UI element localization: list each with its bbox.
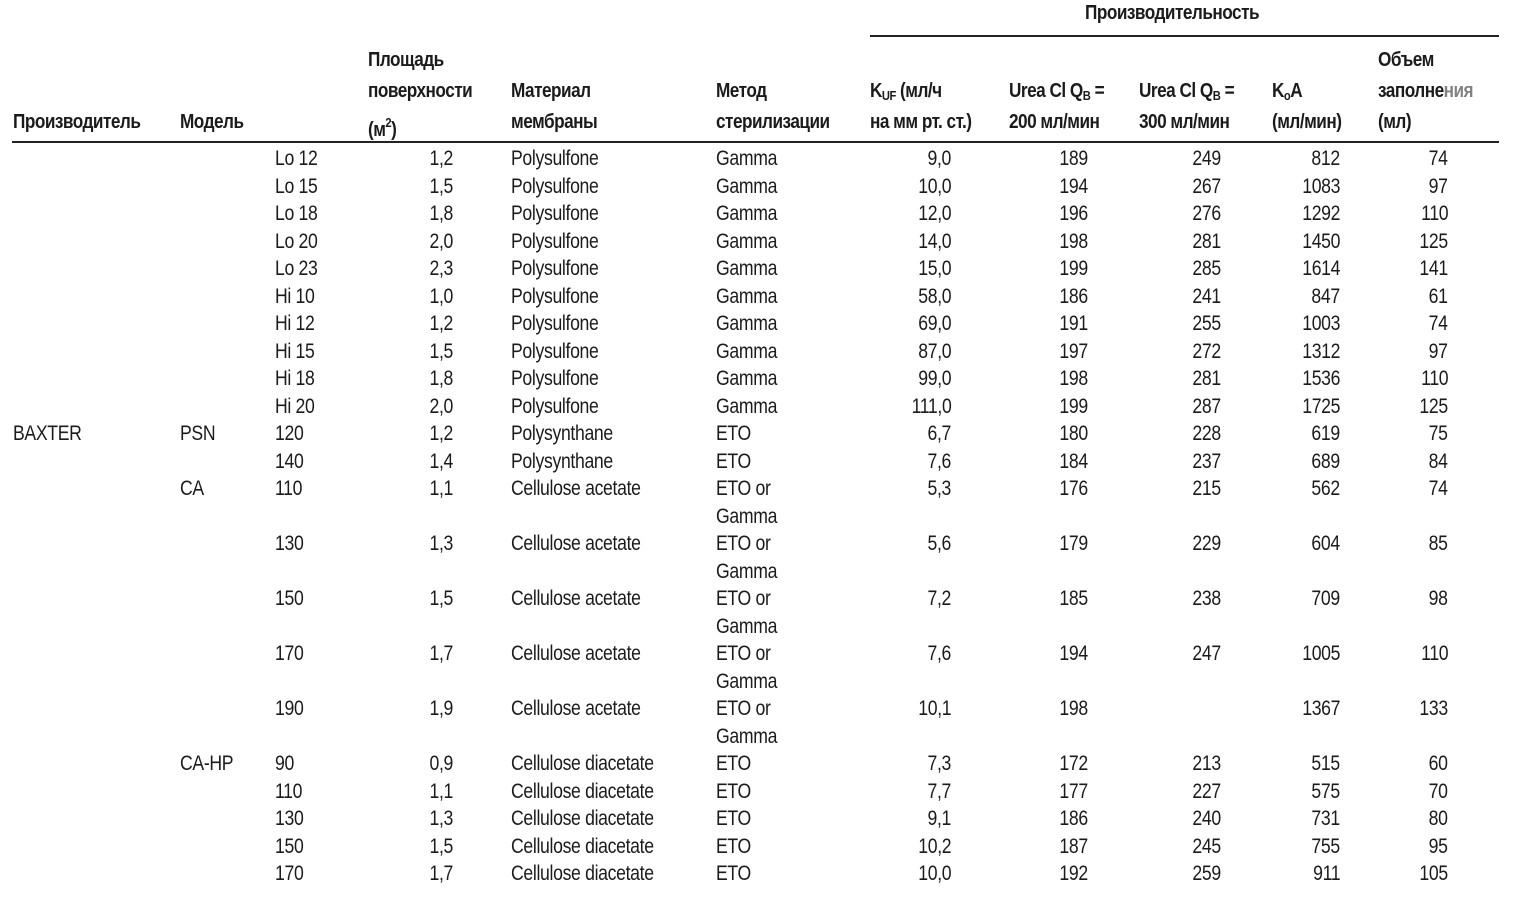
- header-rule: [12, 141, 1499, 143]
- cell-membrane: Polysulfone: [511, 312, 599, 335]
- cell-prime-volume: 98: [1429, 587, 1448, 610]
- cell-membrane: Polysulfone: [511, 202, 599, 225]
- cell-urea-200: 198: [1059, 229, 1088, 253]
- col-header-urea300-line1: Urea Cl $Q_B$ =: [1139, 80, 1235, 103]
- cell-surface-area: 1,1: [429, 477, 453, 500]
- cell-membrane: Cellulose acetate: [511, 642, 641, 665]
- cell-surface-area: 1,2: [429, 422, 453, 445]
- cell-urea-200: 197: [1059, 339, 1088, 363]
- cell-sterilization: ETO or: [716, 642, 771, 665]
- cell-urea-200: 194: [1059, 174, 1088, 198]
- cell-kuf: 7,6: [927, 449, 951, 473]
- cell-surface-area: 1,8: [429, 367, 453, 390]
- cell-urea-300: 285: [1192, 257, 1221, 280]
- cell-urea-300: 245: [1192, 834, 1221, 858]
- cell-model: CA-HP: [180, 752, 234, 775]
- cell-urea-300: 237: [1192, 449, 1221, 473]
- cell-urea-300: 228: [1192, 422, 1221, 445]
- cell-koa: 1292: [1302, 202, 1340, 225]
- cell-urea-200: 176: [1059, 477, 1088, 500]
- cell-koa: 1312: [1302, 339, 1340, 363]
- cell-submodel: Lo 20: [275, 229, 318, 253]
- cell-membrane: Cellulose acetate: [511, 697, 641, 720]
- cell-prime-volume: 60: [1429, 752, 1448, 775]
- cell-prime-volume: 70: [1429, 779, 1448, 803]
- performance-rule: [870, 35, 1499, 37]
- cell-sterilization: ETO: [716, 862, 751, 885]
- cell-sterilization: Gamma: [716, 559, 778, 583]
- cell-koa: 911: [1312, 862, 1340, 885]
- cell-membrane: Polysulfone: [511, 147, 599, 170]
- col-header-area-line3: $(м^2)$: [368, 115, 397, 141]
- cell-koa: 562: [1311, 477, 1340, 500]
- cell-urea-200: 186: [1059, 807, 1088, 830]
- cell-urea-200: 180: [1059, 422, 1088, 445]
- cell-urea-300: 229: [1192, 532, 1221, 555]
- col-header-kuf-line2: на мм рт. ст.): [870, 111, 972, 133]
- cell-koa: 1003: [1302, 312, 1340, 335]
- col-header-sterilization-line1: Метод: [716, 80, 767, 102]
- cell-membrane: Polysynthane: [511, 422, 613, 445]
- cell-koa: 1450: [1302, 229, 1340, 253]
- cell-urea-200: 196: [1059, 202, 1088, 225]
- cell-sterilization: Gamma: [716, 229, 778, 253]
- cell-sterilization: ETO: [716, 752, 751, 775]
- cell-urea-200: 191: [1059, 312, 1088, 335]
- cell-kuf: 7,6: [927, 642, 951, 665]
- cell-urea-300: 287: [1192, 394, 1221, 418]
- cell-koa: 604: [1311, 532, 1340, 555]
- cell-submodel: 170: [275, 642, 304, 665]
- cell-koa: 1536: [1302, 367, 1340, 390]
- col-header-kuf-line1: $K_{UF}$ (мл/ч: [870, 80, 942, 103]
- cell-sterilization: ETO or: [716, 477, 771, 500]
- cell-urea-300: 281: [1192, 229, 1221, 253]
- cell-sterilization: Gamma: [716, 202, 778, 225]
- col-header-prime-line2: заполнения: [1378, 80, 1474, 102]
- cell-surface-area: 1,7: [429, 642, 453, 665]
- cell-kuf: 111,0: [911, 394, 951, 418]
- cell-kuf: 5,3: [927, 477, 951, 500]
- col-header-membrane-line1: Материал: [511, 80, 591, 102]
- cell-surface-area: 1,4: [429, 449, 453, 473]
- cell-urea-300: 238: [1192, 587, 1221, 610]
- cell-prime-volume: 105: [1419, 862, 1448, 885]
- col-header-manufacturer: Производитель: [13, 111, 141, 133]
- cell-submodel: Hi 12: [275, 312, 315, 335]
- cell-membrane: Polysulfone: [511, 339, 599, 363]
- cell-submodel: 130: [275, 807, 304, 830]
- cell-urea-200: 199: [1059, 257, 1088, 280]
- col-header-area-line1: Площадь: [368, 49, 444, 71]
- cell-surface-area: 1,2: [429, 147, 453, 170]
- cell-submodel: 150: [275, 834, 304, 858]
- cell-prime-volume: 80: [1429, 807, 1448, 830]
- cell-sterilization: ETO: [716, 422, 751, 445]
- cell-prime-volume: 61: [1429, 284, 1448, 308]
- cell-prime-volume: 110: [1420, 202, 1448, 225]
- cell-manufacturer: BAXTER: [13, 422, 82, 445]
- cell-membrane: Cellulose acetate: [511, 477, 641, 500]
- cell-urea-300: 227: [1192, 779, 1221, 803]
- cell-membrane: Cellulose diacetate: [511, 779, 654, 803]
- cell-submodel: Hi 20: [275, 394, 315, 418]
- cell-submodel: 90: [275, 752, 294, 775]
- cell-urea-300: 276: [1192, 202, 1221, 225]
- cell-sterilization: Gamma: [716, 147, 778, 170]
- cell-urea-200: 177: [1059, 779, 1088, 803]
- cell-sterilization: Gamma: [716, 504, 778, 528]
- cell-surface-area: 1,1: [429, 779, 453, 803]
- cell-koa: 515: [1311, 752, 1340, 775]
- cell-urea-200: 189: [1059, 147, 1088, 170]
- cell-koa: 731: [1311, 807, 1340, 830]
- cell-surface-area: 2,0: [429, 229, 453, 253]
- cell-kuf: 7,3: [927, 752, 951, 775]
- cell-surface-area: 1,7: [429, 862, 453, 885]
- cell-membrane: Cellulose acetate: [511, 532, 641, 555]
- cell-prime-volume: 74: [1429, 312, 1448, 335]
- col-header-urea300-line2: 300 мл/мин: [1139, 111, 1230, 133]
- cell-prime-volume: 74: [1429, 147, 1448, 170]
- cell-membrane: Polysulfone: [511, 394, 599, 418]
- cell-submodel: 150: [275, 587, 304, 610]
- cell-submodel: Lo 12: [275, 147, 318, 170]
- cell-prime-volume: 110: [1420, 367, 1448, 390]
- cell-kuf: 5,6: [927, 532, 951, 555]
- cell-prime-volume: 75: [1429, 422, 1448, 445]
- cell-prime-volume: 110: [1420, 642, 1448, 665]
- cell-urea-200: 198: [1059, 697, 1088, 720]
- cell-koa: 709: [1311, 587, 1340, 610]
- cell-submodel: 140: [275, 449, 304, 473]
- cell-kuf: 10,0: [918, 174, 951, 198]
- cell-sterilization: Gamma: [716, 174, 778, 198]
- col-header-area-line2: поверхности: [368, 80, 473, 102]
- cell-sterilization: Gamma: [716, 284, 778, 308]
- cell-sterilization: ETO: [716, 834, 751, 858]
- cell-urea-300: 240: [1192, 807, 1221, 830]
- cell-submodel: 130: [275, 532, 304, 555]
- cell-submodel: 170: [275, 862, 304, 885]
- cell-submodel: 110: [275, 477, 303, 500]
- cell-submodel: Hi 10: [275, 284, 315, 308]
- cell-submodel: 120: [275, 422, 304, 445]
- cell-kuf: 10,0: [918, 862, 951, 885]
- cell-membrane: Cellulose diacetate: [511, 862, 654, 885]
- cell-koa: 619: [1311, 422, 1340, 445]
- cell-prime-volume: 85: [1429, 532, 1448, 555]
- col-header-urea200-line2: 200 мл/мин: [1009, 111, 1100, 133]
- cell-membrane: Polysulfone: [511, 229, 599, 253]
- cell-kuf: 6,7: [927, 422, 951, 445]
- cell-submodel: Hi 15: [275, 339, 315, 363]
- cell-sterilization: Gamma: [716, 312, 778, 335]
- cell-kuf: 9,1: [927, 807, 951, 830]
- cell-surface-area: 2,3: [429, 257, 453, 280]
- cell-sterilization: Gamma: [716, 669, 778, 693]
- cell-koa: 1614: [1302, 257, 1340, 280]
- cell-sterilization: Gamma: [716, 394, 778, 418]
- cell-membrane: Cellulose diacetate: [511, 752, 654, 775]
- cell-membrane: Cellulose diacetate: [511, 834, 654, 858]
- col-header-koa-line1: $K_oA$: [1272, 80, 1303, 103]
- cell-kuf: 87,0: [918, 339, 951, 363]
- cell-kuf: 10,1: [918, 697, 951, 720]
- cell-submodel: Lo 15: [275, 174, 318, 198]
- cell-submodel: Lo 23: [275, 257, 318, 280]
- cell-membrane: Polysulfone: [511, 257, 599, 280]
- cell-urea-300: 213: [1192, 752, 1221, 775]
- cell-koa: 847: [1311, 284, 1340, 308]
- cell-kuf: 7,2: [927, 587, 951, 610]
- cell-surface-area: 1,2: [429, 312, 453, 335]
- cell-kuf: 10,2: [918, 834, 951, 858]
- cell-submodel: 110: [275, 779, 303, 803]
- cell-model: PSN: [180, 422, 216, 445]
- cell-kuf: 15,0: [918, 257, 951, 280]
- cell-kuf: 9,0: [927, 147, 951, 170]
- cell-urea-200: 172: [1059, 752, 1088, 775]
- cell-urea-300: 272: [1192, 339, 1221, 363]
- cell-membrane: Polysynthane: [511, 449, 613, 473]
- cell-kuf: 58,0: [918, 284, 951, 308]
- cell-urea-200: 198: [1059, 367, 1088, 390]
- cell-membrane: Polysulfone: [511, 367, 599, 390]
- cell-prime-volume: 97: [1429, 339, 1448, 363]
- performance-group-title: Производительность: [1085, 2, 1260, 24]
- cell-membrane: Cellulose acetate: [511, 587, 641, 610]
- cell-urea-200: 186: [1059, 284, 1088, 308]
- cell-membrane: Polysulfone: [511, 174, 599, 198]
- cell-sterilization: Gamma: [716, 614, 778, 638]
- cell-sterilization: ETO or: [716, 532, 771, 555]
- cell-membrane: Polysulfone: [511, 284, 599, 308]
- cell-urea-200: 185: [1059, 587, 1088, 610]
- cell-surface-area: 0,9: [429, 752, 453, 775]
- cell-urea-300: 249: [1192, 147, 1221, 170]
- cell-surface-area: 1,8: [429, 202, 453, 225]
- cell-koa: 689: [1311, 449, 1340, 473]
- cell-urea-300: 247: [1192, 642, 1221, 665]
- cell-urea-200: 179: [1059, 532, 1088, 555]
- cell-kuf: 14,0: [918, 229, 951, 253]
- cell-prime-volume: 125: [1419, 394, 1448, 418]
- cell-sterilization: ETO or: [716, 587, 771, 610]
- cell-urea-300: 255: [1192, 312, 1221, 335]
- col-header-urea200-line1: Urea Cl $Q_B$ =: [1009, 80, 1105, 103]
- cell-urea-200: 187: [1059, 834, 1088, 858]
- col-header-sterilization-line2: стерилизации: [716, 111, 830, 133]
- cell-prime-volume: 125: [1419, 229, 1448, 253]
- cell-koa: 1005: [1302, 642, 1340, 665]
- cell-koa: 575: [1311, 779, 1340, 803]
- cell-sterilization: Gamma: [716, 367, 778, 390]
- cell-koa: 1083: [1302, 174, 1340, 198]
- cell-koa: 755: [1311, 834, 1340, 858]
- cell-kuf: 12,0: [918, 202, 951, 225]
- cell-prime-volume: 97: [1429, 174, 1448, 198]
- cell-urea-200: 194: [1059, 642, 1088, 665]
- cell-urea-200: 192: [1059, 862, 1088, 885]
- cell-urea-300: 267: [1192, 174, 1221, 198]
- cell-prime-volume: 74: [1429, 477, 1448, 500]
- cell-kuf: 69,0: [918, 312, 951, 335]
- cell-submodel: 190: [275, 697, 304, 720]
- cell-sterilization: ETO: [716, 449, 751, 473]
- col-header-prime-line3: (мл): [1378, 111, 1412, 133]
- cell-sterilization: Gamma: [716, 339, 778, 363]
- cell-surface-area: 1,5: [429, 834, 453, 858]
- cell-model: CA: [180, 477, 204, 500]
- col-header-prime-line1: Объем: [1378, 49, 1434, 71]
- cell-prime-volume: 141: [1419, 257, 1448, 280]
- cell-surface-area: 1,5: [429, 174, 453, 198]
- cell-kuf: 99,0: [918, 367, 951, 390]
- col-header-membrane-line2: мембраны: [511, 111, 598, 133]
- cell-surface-area: 1,3: [429, 532, 453, 555]
- cell-urea-300: 241: [1192, 284, 1221, 308]
- cell-surface-area: 1,9: [429, 697, 453, 720]
- cell-koa: 1367: [1302, 697, 1340, 720]
- cell-surface-area: 1,5: [429, 339, 453, 363]
- cell-membrane: Cellulose diacetate: [511, 807, 654, 830]
- cell-surface-area: 2,0: [429, 394, 453, 418]
- cell-urea-200: 184: [1059, 449, 1088, 473]
- cell-urea-300: 281: [1192, 367, 1221, 390]
- cell-prime-volume: 133: [1419, 697, 1448, 720]
- cell-surface-area: 1,5: [429, 587, 453, 610]
- col-header-model: Модель: [180, 111, 244, 133]
- cell-kuf: 7,7: [927, 779, 951, 803]
- cell-surface-area: 1,0: [429, 284, 453, 308]
- cell-koa: 1725: [1302, 394, 1340, 418]
- cell-koa: 812: [1311, 147, 1340, 170]
- cell-sterilization: ETO: [716, 779, 751, 803]
- cell-prime-volume: 84: [1429, 449, 1448, 473]
- col-header-koa-line2: (мл/мин): [1272, 111, 1342, 133]
- cell-submodel: Lo 18: [275, 202, 318, 225]
- cell-urea-300: 215: [1192, 477, 1221, 500]
- cell-sterilization: ETO: [716, 807, 751, 830]
- cell-submodel: Hi 18: [275, 367, 315, 390]
- cell-surface-area: 1,3: [429, 807, 453, 830]
- cell-sterilization: Gamma: [716, 257, 778, 280]
- cell-sterilization: Gamma: [716, 724, 778, 748]
- cell-prime-volume: 95: [1429, 834, 1448, 858]
- cell-sterilization: ETO or: [716, 697, 771, 720]
- cell-urea-300: 259: [1192, 862, 1221, 885]
- cell-urea-200: 199: [1059, 394, 1088, 418]
